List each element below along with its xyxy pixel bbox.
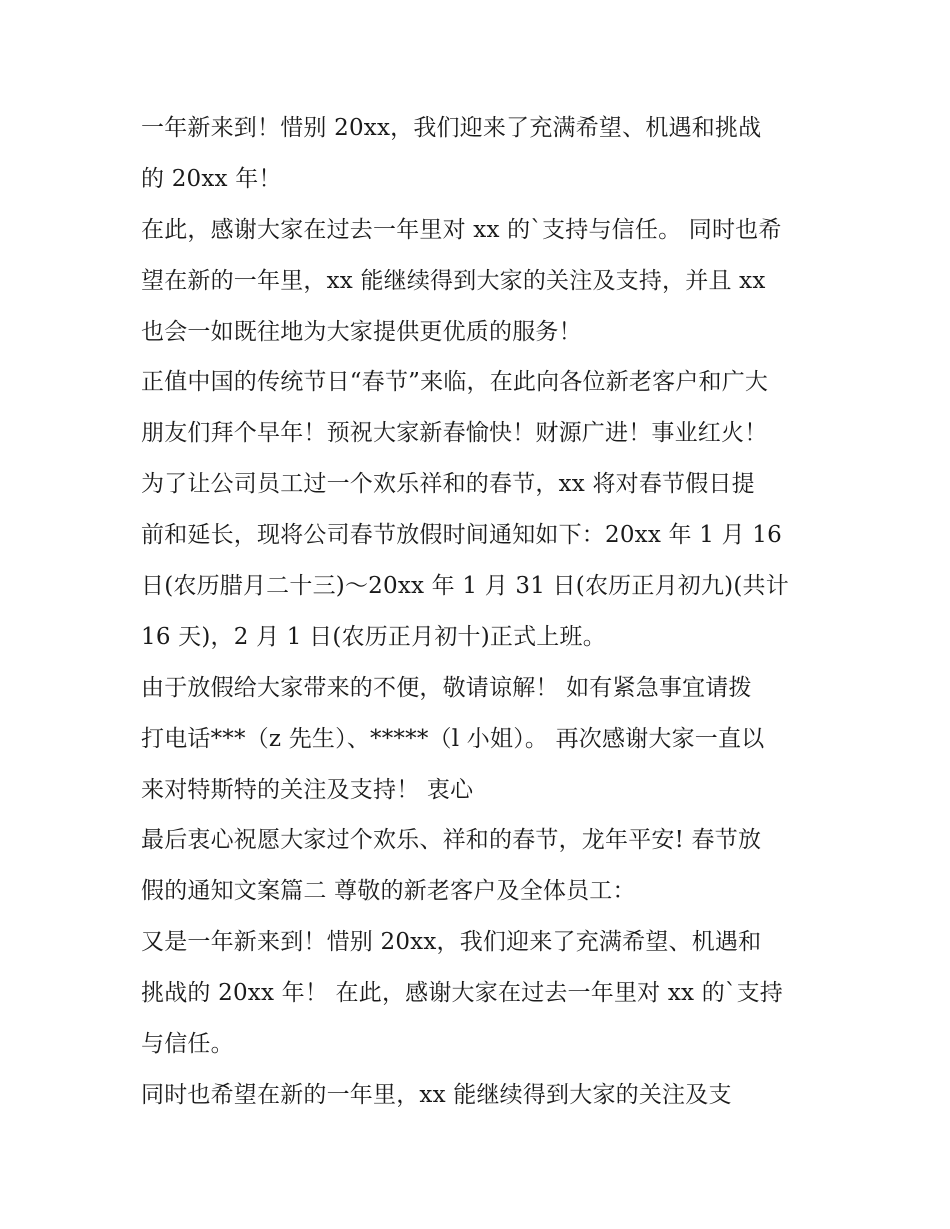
text-line: 挑战的 20xx 年！ 在此，感谢大家在过去一年里对 xx 的`支持 [141,980,784,1007]
text-line: 为了让公司员工过一个欢乐祥和的春节，xx 将对春节假日提 [141,471,755,498]
text-line: 来对特斯特的关注及支持！ 衷心 [141,776,474,803]
text-line: 望在新的一年里，xx 能继续得到大家的关注及支持，并且 xx [141,267,766,294]
text-line: 16 天)，2 月 1 日(农历正月初十)正式上班。 [141,623,606,650]
text-line: 前和延长，现将公司春节放假时间通知如下：20xx 年 1 月 16 [141,522,782,549]
text-line: 的 20xx 年！ [141,165,282,192]
text-line: 也会一如既往地为大家提供更优质的服务！ [141,318,582,345]
text-line: 假的通知文案篇二 尊敬的新老客户及全体员工： [141,878,636,905]
text-line: 打电话***（z 先生）、*****（l 小姐）。 再次感谢大家一直以 [141,725,765,752]
text-line: 又是一年新来到！惜别 20xx，我们迎来了充满希望、机遇和 [141,929,762,956]
text-line: 与信任。 [141,1031,234,1058]
text-line: 在此，感谢大家在过去一年里对 xx 的`支持与信任。 同时也希 [141,216,782,243]
document-body [141,103,821,1121]
text-line: 正值中国的传统节日“春节”来临，在此向各位新老客户和广大 [141,369,769,396]
text-line: 朋友们拜个早年！预祝大家新春愉快！财源广进！事业红火！ [141,420,768,447]
text-line: 由于放假给大家带来的不便，敬请谅解！ 如有紧急事宜请拨 [141,674,752,701]
text-line: 同时也希望在新的一年里，xx 能继续得到大家的关注及支 [141,1081,732,1108]
text-line: 一年新来到！惜别 20xx，我们迎来了充满希望、机遇和挑战 [141,115,762,141]
text-line: 最后衷心祝愿大家过个欢乐、祥和的春节，龙年平安! 春节放 [141,827,762,854]
text-line: 日(农历腊月二十三)～20xx 年 1 月 31 日(农历正月初九)(共计 [141,573,789,600]
